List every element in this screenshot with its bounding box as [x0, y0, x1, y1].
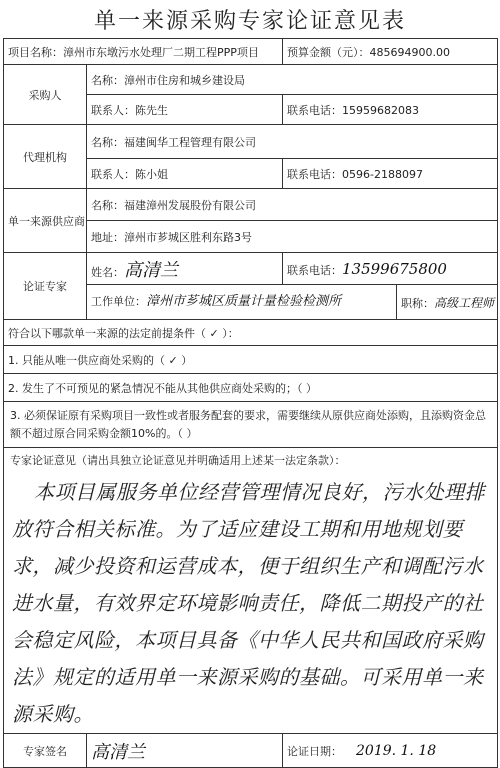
project-name-value: 漳州市东墩污水处理厂二期工程PPP项目	[63, 45, 259, 59]
sign-value: 高清兰	[91, 741, 145, 763]
budget-label: 预算金额（元）：	[287, 45, 370, 59]
supplier-name-label: 名称：	[91, 198, 124, 212]
supplier-name-value: 福建漳州发展股份有限公司	[124, 198, 256, 212]
opinion-label: 专家论证意见（请出具独立论证意见并明确适用上述某一法定条款）：	[10, 454, 346, 467]
agency-phone-label: 联系电话：	[287, 167, 342, 181]
condition-item-3: 3. 必须保证原有采购项目一致性或者服务配套的要求，需要继续从原供应商处添购，且添购资金总额不超过原合同采购金额10%的。（ ）	[4, 402, 498, 448]
conditions-intro: 符合以下哪款单一来源的法定前提条件（ ✓ ）：	[4, 320, 498, 346]
agency-phone-value: 0596-2188097	[342, 167, 423, 181]
supplier-name-row	[4, 189, 498, 221]
purchaser-name-value: 漳州市住房和城乡建设局	[124, 73, 245, 87]
condition-item-1-row	[4, 346, 498, 374]
agency-name-label: 名称：	[91, 135, 124, 149]
purchaser-phone-label: 联系电话：	[287, 103, 342, 117]
condition-item-2-row	[4, 374, 498, 402]
expert-phone-label: 联系电话：	[287, 263, 342, 277]
expert-unit-label: 工作单位：	[91, 295, 146, 308]
agency-contact-value: 陈小姐	[135, 167, 168, 181]
purchaser-name-row	[4, 65, 498, 95]
project-row	[4, 39, 498, 65]
date-label: 论证日期：	[287, 744, 342, 758]
supplier-address-label: 地址：	[91, 230, 124, 244]
expert-phone-value: 13599675800	[342, 259, 447, 278]
expert-title-value: 高级工程师	[434, 295, 495, 310]
purchaser-section-label: 采购人	[4, 65, 87, 125]
budget-value: 485694900.00	[369, 45, 450, 59]
condition-item-2: 2. 发生了不可预见的紧急情况不能从其他供应商处采购的；（ ）	[4, 374, 498, 402]
expert-title-label: 职称：	[401, 296, 434, 310]
opinion-text: 本项目属服务单位经营管理情况良好，污水处理排放符合相关标准。为了适应建设工期和用地规划要求，减少投资和运营成本，便于组织生产和调配污水进水量，有效界定环境影响责任，降低二期投产的社会稳定风险，本项目具备《中华人民共和国政府采购法》规定的适用单一来源采购的基础。可采用单一来源采购。	[12, 480, 485, 726]
project-name-label: 项目名称：	[8, 45, 63, 59]
page-title: 单一来源采购专家论证意见表	[93, 9, 406, 34]
supplier-section-label: 单一来源供应商	[4, 189, 87, 253]
agency-section-label: 代理机构	[4, 125, 87, 189]
date-value: 2019. 1. 18	[356, 742, 437, 759]
conditions-intro-row	[4, 320, 498, 346]
supplier-address-value: 漳州市芗城区胜利东路3号	[124, 230, 252, 244]
agency-name-row	[4, 125, 498, 159]
opinion-row	[4, 448, 498, 734]
purchaser-phone-value: 15959682083	[342, 103, 419, 117]
expert-name-row	[4, 253, 498, 285]
purchaser-name-label: 名称：	[91, 73, 124, 87]
agency-name-value: 福建闽华工程管理有限公司	[124, 135, 256, 149]
expert-section-label: 论证专家	[4, 253, 87, 320]
purchaser-contact-label: 联系人：	[91, 103, 135, 117]
sign-label: 专家签名	[4, 734, 87, 768]
footer-row	[4, 734, 498, 768]
purchaser-contact-value: 陈先生	[135, 103, 168, 117]
condition-item-1: 1. 只能从唯一供应商处采购的（ ✓ ）	[4, 346, 498, 374]
expert-name-value: 高清兰	[124, 259, 178, 281]
expert-name-label: 姓名：	[91, 265, 124, 279]
form-table	[3, 38, 498, 768]
agency-contact-label: 联系人：	[91, 167, 135, 181]
expert-unit-value: 漳州市芗城区质量计量检验检测所	[146, 294, 342, 309]
condition-item-3-row	[4, 402, 498, 448]
